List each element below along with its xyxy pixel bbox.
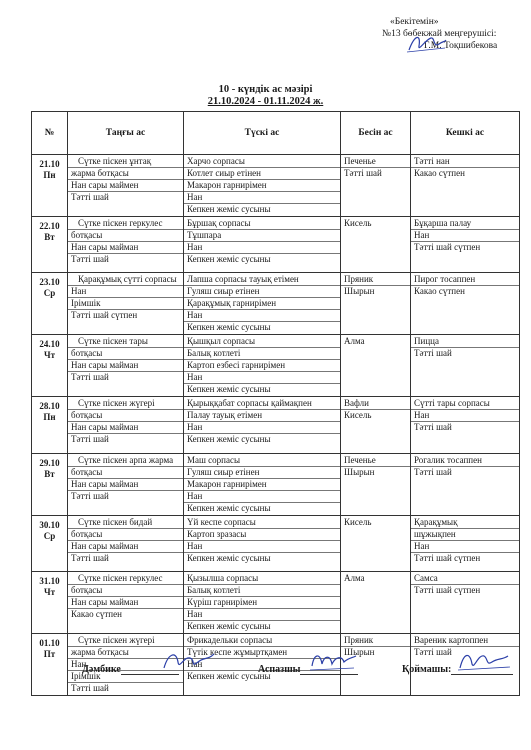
aspazshy-label: Аспазшы xyxy=(258,664,301,675)
day-date: 29.10 xyxy=(39,458,60,468)
lunch-item: Кепкен жеміс сусыны xyxy=(187,254,271,264)
breakfast-item: ботқасы xyxy=(68,467,183,479)
dinner-item: Пирог тосаппен xyxy=(411,274,519,286)
dinner-item: Тәтті шай xyxy=(414,348,452,358)
breakfast-item: жарма ботқасы xyxy=(68,168,183,180)
lunch-cell xyxy=(184,155,341,217)
dinner-item: шұжықпен xyxy=(411,529,519,541)
menu-row xyxy=(32,516,520,572)
dinner-cell xyxy=(411,516,520,572)
lunch-item: Гуляш сиыр етінен xyxy=(184,467,340,479)
lunch-item: Бұршақ сорпасы xyxy=(184,218,340,230)
snack-item: Шырын xyxy=(344,286,375,296)
approval-line-1: «Бекітемін» xyxy=(390,17,439,27)
lunch-item: Харчо сорпасы xyxy=(184,156,340,168)
breakfast-item: Сүтке піскен тары xyxy=(68,336,183,348)
breakfast-item: Тәтті шай xyxy=(71,192,109,202)
lunch-cell xyxy=(184,397,341,454)
breakfast-item: ботқасы xyxy=(68,585,183,597)
lunch-item: Кепкен жеміс сусыны xyxy=(187,434,271,444)
day-date: 23.10 xyxy=(39,277,60,287)
approval-line-2: №13 бөбекжай меңгерушісі: xyxy=(382,29,497,39)
breakfast-item: Нан сары майман xyxy=(68,597,183,609)
snack-cell xyxy=(341,217,411,273)
lunch-cell xyxy=(184,454,341,516)
day-cell xyxy=(32,155,68,217)
breakfast-item: ботқасы xyxy=(68,230,183,242)
lunch-item: Картоп зразасы xyxy=(184,529,340,541)
lunch-item: Қышқыл сорпасы xyxy=(184,336,340,348)
snack-item: Печенье xyxy=(341,156,410,168)
day-date: 21.10 xyxy=(39,159,60,169)
lunch-item: Кепкен жеміс сусыны xyxy=(187,204,271,214)
dinner-item: Тәтті шай сүтпен xyxy=(414,242,481,252)
breakfast-item: Тәтті шай сүтпен xyxy=(71,310,138,320)
breakfast-cell xyxy=(68,335,184,397)
lunch-item: Кепкен жеміс сусыны xyxy=(187,553,271,563)
breakfast-item: Тәтті шай xyxy=(71,434,109,444)
lunch-item: Котлет сиыр етінен xyxy=(184,168,340,180)
snack-item: Шырын xyxy=(344,647,375,657)
menu-title-line: 10 - күндік ас мәзірі xyxy=(218,84,313,95)
breakfast-item: Сүтке піскен жүгері xyxy=(68,635,183,647)
day-cell xyxy=(32,335,68,397)
lunch-item: Нан xyxy=(184,541,340,553)
dinner-cell xyxy=(411,273,520,335)
snack-cell xyxy=(341,335,411,397)
breakfast-item: Нан сары майман xyxy=(68,541,183,553)
day-date: 24.10 xyxy=(39,339,60,349)
menu-row xyxy=(32,397,520,454)
lunch-item: Макарон гарнирімен xyxy=(184,479,340,491)
day-weekday: Пн xyxy=(43,170,56,180)
dinner-item: Нан xyxy=(411,541,519,553)
breakfast-item: Сүтке піскен жүгері xyxy=(68,398,183,410)
breakfast-item: Сүтке піскен геркулес xyxy=(68,573,183,585)
header-dinner: Кешкі ас xyxy=(411,112,520,155)
snack-item: Печенье xyxy=(341,455,410,467)
lunch-item: Палау тауық етімен xyxy=(184,410,340,422)
dinner-cell xyxy=(411,335,520,397)
dinner-item: Тәтті шай xyxy=(414,467,452,477)
lunch-item: Нан xyxy=(184,659,340,671)
dambike-label: Дәмбике xyxy=(82,664,121,675)
breakfast-cell xyxy=(68,217,184,273)
menu-period: 21.10.2024 - 01.11.2024 ж. xyxy=(207,96,324,107)
snack-item: Пряник xyxy=(341,635,410,647)
breakfast-item: Нан сары майман xyxy=(68,360,183,372)
day-cell xyxy=(32,273,68,335)
day-weekday: Ср xyxy=(43,288,56,298)
lunch-item: Нан xyxy=(184,242,340,254)
menu-row xyxy=(32,335,520,397)
menu-table xyxy=(31,111,520,696)
lunch-item: Кепкен жеміс сусыны xyxy=(187,503,271,513)
dinner-item: Қарақұмық xyxy=(411,517,519,529)
breakfast-item: Сүтке піскен ұнтақ xyxy=(68,156,183,168)
header-lunch: Түскі ас xyxy=(184,112,341,155)
lunch-item: Түтік кеспе жұмыртқамен xyxy=(184,647,340,659)
lunch-item: Үй кеспе сорпасы xyxy=(184,517,340,529)
snack-cell xyxy=(341,572,411,634)
dinner-item: Пицца xyxy=(411,336,519,348)
lunch-item: Балық котлеті xyxy=(184,585,340,597)
dinner-item: Тәтті шай сүтпен xyxy=(414,585,481,595)
lunch-item: Маш сорпасы xyxy=(184,455,340,467)
header-breakfast: Таңғы ас xyxy=(68,112,184,155)
snack-cell xyxy=(341,155,411,217)
lunch-item: Нан xyxy=(184,422,340,434)
breakfast-item: Тәтті шай xyxy=(71,553,109,563)
lunch-item: Күріш гарнирімен xyxy=(184,597,340,609)
breakfast-cell xyxy=(68,572,184,634)
aspazshy-signature xyxy=(308,648,358,674)
lunch-cell xyxy=(184,335,341,397)
day-cell xyxy=(32,217,68,273)
breakfast-item: ботқасы xyxy=(68,529,183,541)
day-cell xyxy=(32,572,68,634)
day-cell xyxy=(32,454,68,516)
dinner-item: Тәтті шай сүтпен xyxy=(414,553,481,563)
dinner-item: Нан xyxy=(411,230,519,242)
day-weekday: Пн xyxy=(43,412,56,422)
lunch-cell xyxy=(184,273,341,335)
breakfast-item: жарма ботқасы xyxy=(68,647,183,659)
dinner-item: Вареник картоппен xyxy=(411,635,519,647)
lunch-item: Нан xyxy=(184,310,340,322)
lunch-item: Қарақұмық гарнирімен xyxy=(184,298,340,310)
day-weekday: Чт xyxy=(43,587,56,597)
snack-item: Шырын xyxy=(344,467,375,477)
breakfast-item: Сүтке піскен геркулес xyxy=(68,218,183,230)
day-weekday: Вт xyxy=(44,232,55,242)
koimashy-label: Қоймашы: xyxy=(402,664,452,675)
breakfast-item: Қарақұмық сүтті сорпасы xyxy=(68,274,183,286)
breakfast-item: Ірімшік xyxy=(68,298,183,310)
breakfast-item: Тәтті шай xyxy=(71,372,109,382)
breakfast-cell xyxy=(68,273,184,335)
dinner-cell xyxy=(411,454,520,516)
approval-line-3: Г.М. Тоқшибекова xyxy=(424,41,498,51)
breakfast-item: ботқасы xyxy=(68,348,183,360)
breakfast-item: Какао сүтпен xyxy=(71,609,122,619)
lunch-item: Балық котлеті xyxy=(184,348,340,360)
breakfast-item: Нан сары майман xyxy=(68,479,183,491)
breakfast-item: Тәтті шай xyxy=(71,683,109,693)
lunch-item: Фрикадельки сорпасы xyxy=(184,635,340,647)
day-date: 01.10 xyxy=(39,638,60,648)
day-date: 30.10 xyxy=(39,520,60,530)
koimashy-signature xyxy=(456,648,512,674)
breakfast-cell xyxy=(68,454,184,516)
approval-block xyxy=(382,16,527,52)
breakfast-item: Сүтке піскен бидай xyxy=(68,517,183,529)
header-row xyxy=(32,112,520,155)
snack-cell xyxy=(341,397,411,454)
lunch-item: Тұшпара xyxy=(184,230,340,242)
lunch-item: Кепкен жеміс сусыны xyxy=(187,322,271,332)
menu-row xyxy=(32,217,520,273)
dinner-cell xyxy=(411,155,520,217)
day-weekday: Чт xyxy=(43,350,56,360)
snack-cell xyxy=(341,516,411,572)
signature-footer xyxy=(0,662,531,692)
breakfast-cell xyxy=(68,516,184,572)
day-cell xyxy=(32,516,68,572)
lunch-item: Нан xyxy=(184,491,340,503)
dinner-item: Какао сүтпен xyxy=(414,286,465,296)
snack-item: Кисель xyxy=(344,218,372,228)
lunch-item: Кепкен жеміс сусыны xyxy=(187,621,271,631)
dinner-item: Самса xyxy=(411,573,519,585)
snack-item: Алма xyxy=(344,336,365,346)
dinner-item: Нан xyxy=(411,410,519,422)
dinner-item: Бұқарша палау xyxy=(411,218,519,230)
header-number: № xyxy=(32,112,68,155)
day-date: 31.10 xyxy=(39,576,60,586)
breakfast-item: Тәтті шай xyxy=(71,491,109,501)
menu-row xyxy=(32,572,520,634)
menu-title xyxy=(0,84,531,108)
dambike-signature xyxy=(160,648,216,674)
breakfast-item: Нан сары майман xyxy=(68,422,183,434)
lunch-item: Макарон гарнирімен xyxy=(184,180,340,192)
menu-row xyxy=(32,273,520,335)
lunch-item: Нан xyxy=(184,192,340,204)
day-cell xyxy=(32,397,68,454)
snack-item: Тәтті шай xyxy=(344,168,382,178)
breakfast-item: ботқасы xyxy=(68,410,183,422)
dinner-item: Сүтті тары сорпасы xyxy=(411,398,519,410)
lunch-cell xyxy=(184,217,341,273)
snack-cell xyxy=(341,273,411,335)
snack-item: Кисель xyxy=(344,517,372,527)
director-signature xyxy=(405,30,447,56)
lunch-item: Нан xyxy=(184,609,340,621)
dinner-item: Какао сүтпен xyxy=(414,168,465,178)
breakfast-item: Нан xyxy=(68,659,183,671)
lunch-item: Гуляш сиыр етінен xyxy=(184,286,340,298)
day-weekday: Ср xyxy=(43,531,56,541)
lunch-item: Лапша сорпасы тауық етімен xyxy=(184,274,340,286)
header-snack: Бесін ас xyxy=(341,112,411,155)
dinner-cell xyxy=(411,217,520,273)
lunch-item: Кепкен жеміс сусыны xyxy=(187,384,271,394)
breakfast-item: Ірімшік xyxy=(68,671,183,683)
breakfast-item: Нан сары майман xyxy=(68,242,183,254)
lunch-cell xyxy=(184,516,341,572)
breakfast-item: Нан сары маймен xyxy=(68,180,183,192)
snack-item: Вафли xyxy=(341,398,410,410)
lunch-item: Кепкен жеміс сусыны xyxy=(187,671,271,681)
dinner-item: Тәтті нан xyxy=(411,156,519,168)
breakfast-item: Сүтке піскен арпа жарма xyxy=(68,455,183,467)
breakfast-item: Нан xyxy=(68,286,183,298)
snack-cell xyxy=(341,454,411,516)
lunch-item: Нан xyxy=(184,372,340,384)
snack-item: Пряник xyxy=(341,274,410,286)
lunch-item: Қызылша сорпасы xyxy=(184,573,340,585)
breakfast-cell xyxy=(68,397,184,454)
breakfast-item: Тәтті шай xyxy=(71,254,109,264)
lunch-item: Қырыққабат сорпасы қаймақпен xyxy=(184,398,340,410)
lunch-item: Картоп езбесі гарнирімен xyxy=(184,360,340,372)
dinner-item: Тәтті шай xyxy=(414,647,452,657)
day-weekday: Вт xyxy=(44,469,55,479)
snack-item: Алма xyxy=(344,573,365,583)
snack-item: Кисель xyxy=(344,410,372,420)
day-weekday: Пт xyxy=(43,649,56,659)
breakfast-cell xyxy=(68,155,184,217)
lunch-cell xyxy=(184,572,341,634)
menu-row xyxy=(32,454,520,516)
day-date: 28.10 xyxy=(39,401,60,411)
dinner-item: Тәтті шай xyxy=(414,422,452,432)
dinner-cell xyxy=(411,397,520,454)
dinner-cell xyxy=(411,572,520,634)
day-date: 22.10 xyxy=(39,221,60,231)
dinner-item: Рогалик тосаппен xyxy=(411,455,519,467)
menu-row xyxy=(32,155,520,217)
